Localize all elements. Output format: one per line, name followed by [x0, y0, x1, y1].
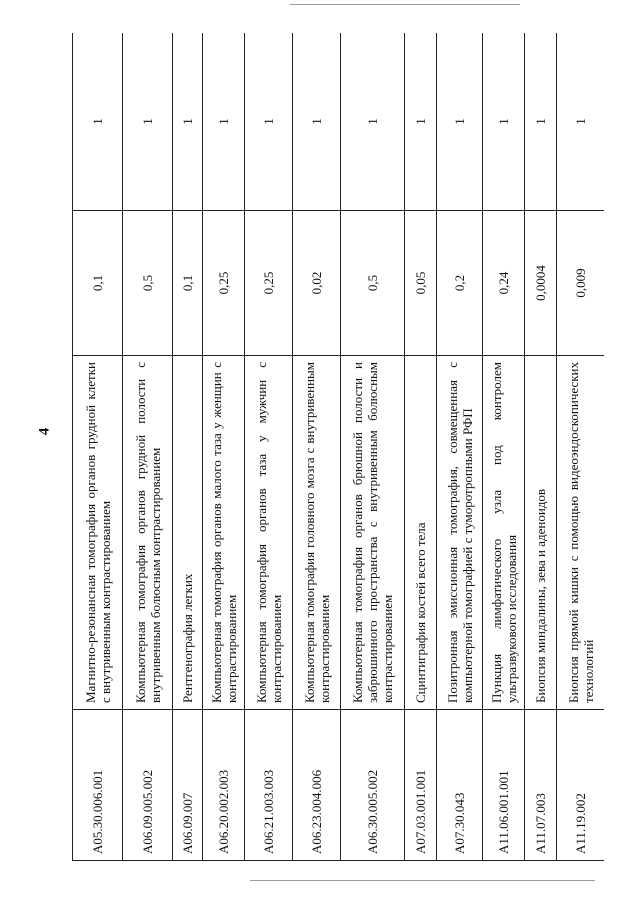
- provision-frequency: 0,5: [341, 211, 405, 356]
- provision-frequency: 0,25: [245, 211, 293, 356]
- table-row: [405, 33, 437, 861]
- provision-frequency: 0,02: [293, 211, 341, 356]
- table-row: [483, 33, 525, 861]
- service-code: A06.21.003.003: [245, 710, 293, 861]
- provision-frequency: 0,25: [203, 211, 245, 356]
- provision-multiplicity: 1: [483, 33, 525, 211]
- table-row: [437, 33, 483, 861]
- scan-edge-bottom: [250, 880, 595, 881]
- service-code: A11.07.003: [525, 710, 557, 861]
- service-code: A06.20.002.003: [203, 710, 245, 861]
- service-code: A11.19.002: [557, 710, 605, 861]
- provision-multiplicity: 1: [203, 33, 245, 211]
- table-row: [203, 33, 245, 861]
- rotated-table-frame: [72, 33, 604, 861]
- provision-frequency: 0,5: [123, 211, 173, 356]
- service-name: Рентгенография легких: [173, 356, 203, 710]
- provision-multiplicity: 1: [245, 33, 293, 211]
- service-code: A06.09.005.002: [123, 710, 173, 861]
- table-row: [245, 33, 293, 861]
- provision-frequency: 0,009: [557, 211, 605, 356]
- provision-frequency: 0,24: [483, 211, 525, 356]
- table-row: [73, 33, 123, 861]
- provision-multiplicity: 1: [405, 33, 437, 211]
- service-name: Позитронная эмиссионная томография, совмещенная с компьютерной томографией с туморотропными РФП: [437, 356, 483, 710]
- service-name: Компьютерная томография головного мозга с внутривенным контрастированием: [293, 356, 341, 710]
- service-name: Компьютерная томография органов таза у мужчин с контрастированием: [245, 356, 293, 710]
- provision-frequency: 0,1: [173, 211, 203, 356]
- provision-frequency: 0,0004: [525, 211, 557, 356]
- services-table: [72, 33, 604, 861]
- service-code: A06.09.007: [173, 710, 203, 861]
- table-row: [557, 33, 605, 861]
- service-name: Сцинтиграфия костей всего тела: [405, 356, 437, 710]
- table-row: [341, 33, 405, 861]
- provision-frequency: 0,05: [405, 211, 437, 356]
- provision-multiplicity: 1: [341, 33, 405, 211]
- page-number: 4: [36, 427, 53, 436]
- service-code: A11.06.001.001: [483, 710, 525, 861]
- service-name: Компьютерная томография органов малого таза у женщин с контрастированием: [203, 356, 245, 710]
- table-row: [525, 33, 557, 861]
- provision-frequency: 0,2: [437, 211, 483, 356]
- provision-multiplicity: 1: [557, 33, 605, 211]
- provision-multiplicity: 1: [73, 33, 123, 211]
- provision-multiplicity: 1: [173, 33, 203, 211]
- service-name: Пункция лимфатического узла под контролем ультразвукового исследования: [483, 356, 525, 710]
- service-code: A07.30.043: [437, 710, 483, 861]
- service-code: A07.03.001.001: [405, 710, 437, 861]
- scan-edge-top: [290, 4, 520, 5]
- table-row: [123, 33, 173, 861]
- service-name: Биопсия прямой кишки с помощью видеоэндоскопических технологий: [557, 356, 605, 710]
- table-row: [173, 33, 203, 861]
- service-name: Биопсия миндалины, зева и аденоидов: [525, 356, 557, 710]
- provision-multiplicity: 1: [525, 33, 557, 211]
- table-row: [293, 33, 341, 861]
- service-code: A06.23.004.006: [293, 710, 341, 861]
- provision-multiplicity: 1: [437, 33, 483, 211]
- service-name: Компьютерная томография органов грудной полости с внутривенным болюсным контрастированием: [123, 356, 173, 710]
- service-code: A06.30.005.002: [341, 710, 405, 861]
- service-name: Компьютерная томография органов брюшной полости и забрюшинного пространства с внутривенным болюсным контрастированием: [341, 356, 405, 710]
- service-code: A05.30.006.001: [73, 710, 123, 861]
- provision-multiplicity: 1: [293, 33, 341, 211]
- provision-frequency: 0,1: [73, 211, 123, 356]
- service-name: Магнитно-резонансная томография органов грудной клетки с внутривенным контрастированием: [73, 356, 123, 710]
- provision-multiplicity: 1: [123, 33, 173, 211]
